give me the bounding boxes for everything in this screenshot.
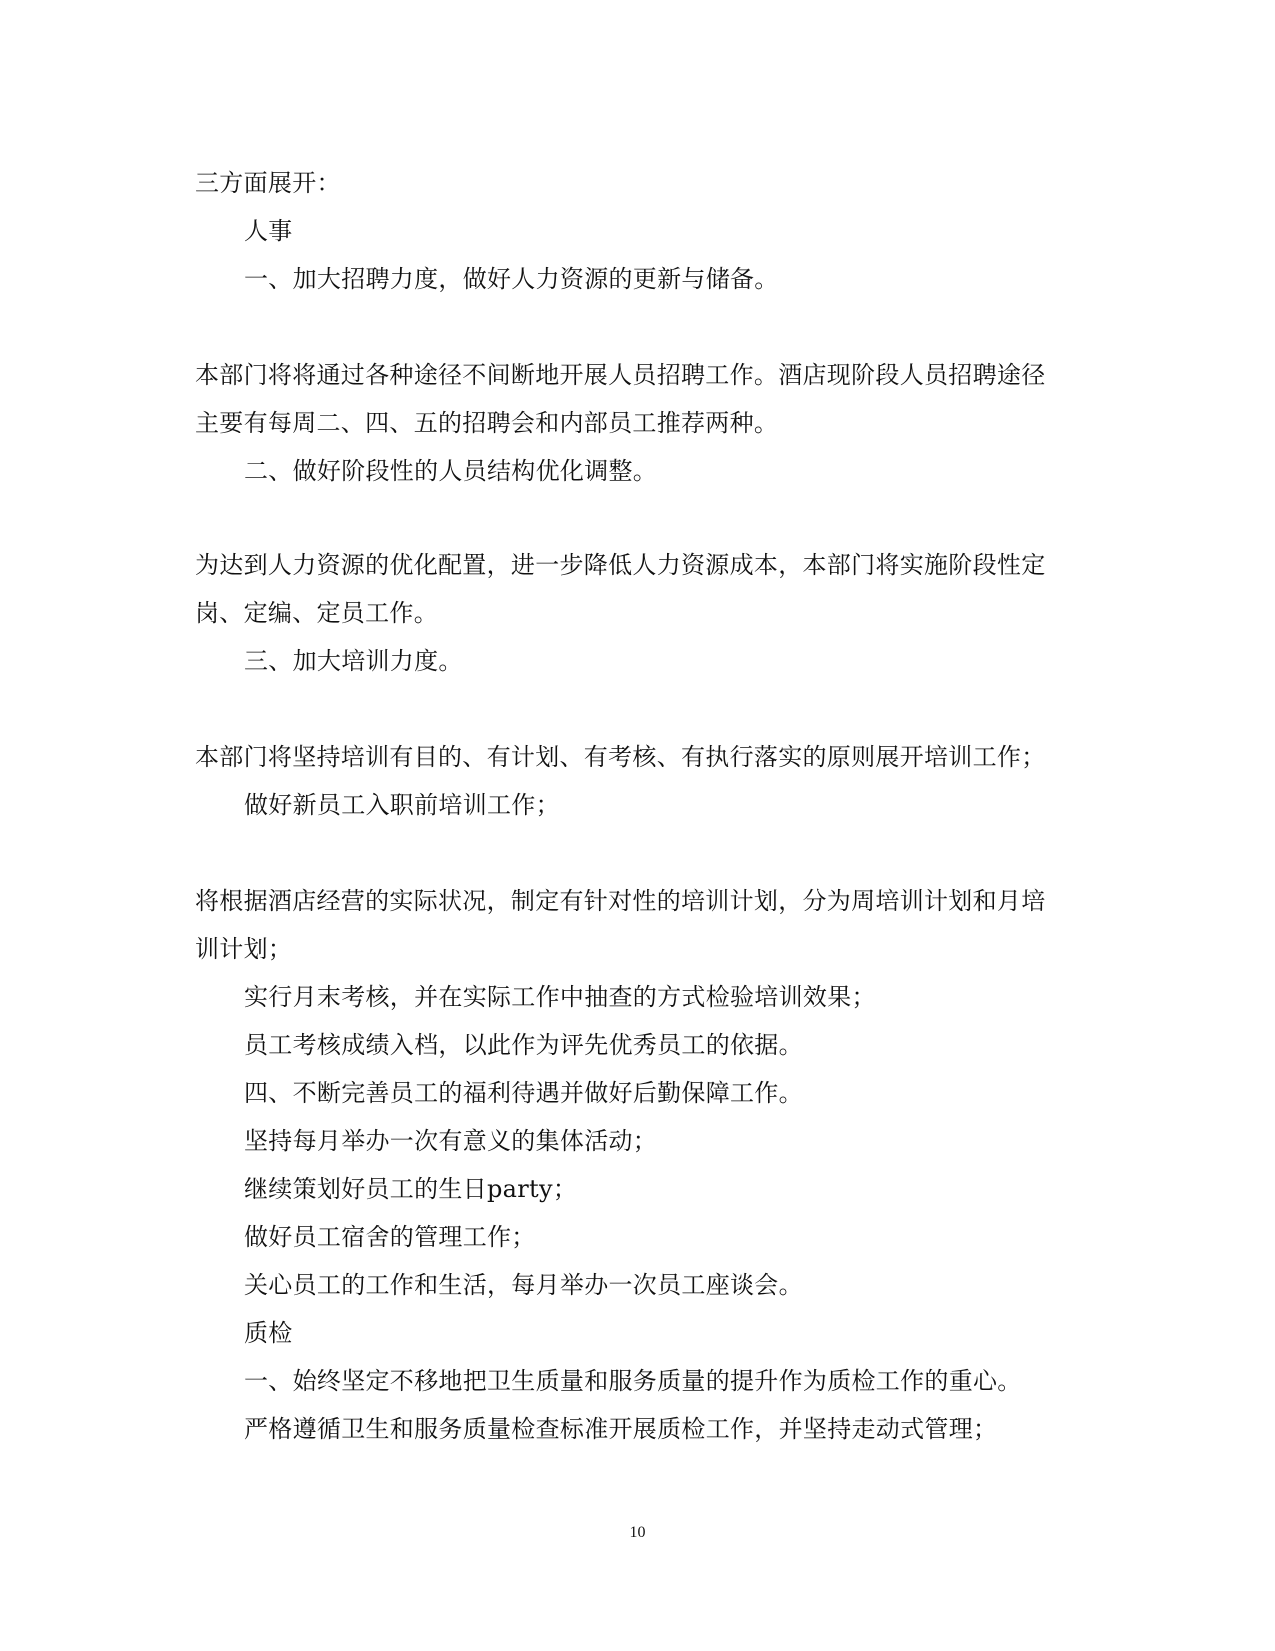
text-line: 训计划； (195, 935, 293, 963)
text-line: 员工考核成绩入档，以此作为评先优秀员工的依据。 (244, 1031, 803, 1059)
page-number: 10 (629, 1524, 646, 1541)
text-line: 主要有每周二、四、五的招聘会和内部员工推荐两种。 (195, 409, 779, 437)
text-line: 做好员工宿舍的管理工作； (244, 1223, 536, 1251)
section-heading: 质检 (244, 1319, 293, 1347)
text-line: 三方面展开： (195, 169, 341, 197)
text-line: 做好新员工入职前培训工作； (244, 791, 560, 819)
text-line: 将根据酒店经营的实际状况，制定有针对性的培训计划，分为周培训计划和月培 (195, 887, 1046, 915)
text-line: 为达到人力资源的优化配置，进一步降低人力资源成本，本部门将实施阶段性定 (195, 551, 1046, 579)
subheading: 四、不断完善员工的福利待遇并做好后勤保障工作。 (244, 1079, 803, 1107)
subheading: 一、始终坚定不移地把卫生质量和服务质量的提升作为质检工作的重心。 (244, 1367, 1022, 1395)
text-line: 严格遵循卫生和服务质量检查标准开展质检工作，并坚持走动式管理； (244, 1415, 998, 1443)
text-line: 实行月末考核，并在实际工作中抽查的方式检验培训效果； (244, 983, 876, 1011)
subheading: 三、加大培训力度。 (244, 647, 463, 675)
text-line: 本部门将坚持培训有目的、有计划、有考核、有执行落实的原则展开培训工作； (195, 743, 1046, 771)
text-line: 继续策划好员工的生日party； (244, 1175, 578, 1203)
text-line: 坚持每月举办一次有意义的集体活动； (244, 1127, 658, 1155)
text-line: 本部门将将通过各种途径不间断地开展人员招聘工作。酒店现阶段人员招聘途径 (195, 361, 1046, 389)
subheading: 二、做好阶段性的人员结构优化调整。 (244, 457, 658, 485)
text-line: 关心员工的工作和生活，每月举办一次员工座谈会。 (244, 1271, 803, 1299)
subheading: 一、加大招聘力度，做好人力资源的更新与储备。 (244, 265, 779, 293)
text-line: 岗、定编、定员工作。 (195, 599, 438, 627)
section-heading: 人事 (244, 217, 293, 245)
